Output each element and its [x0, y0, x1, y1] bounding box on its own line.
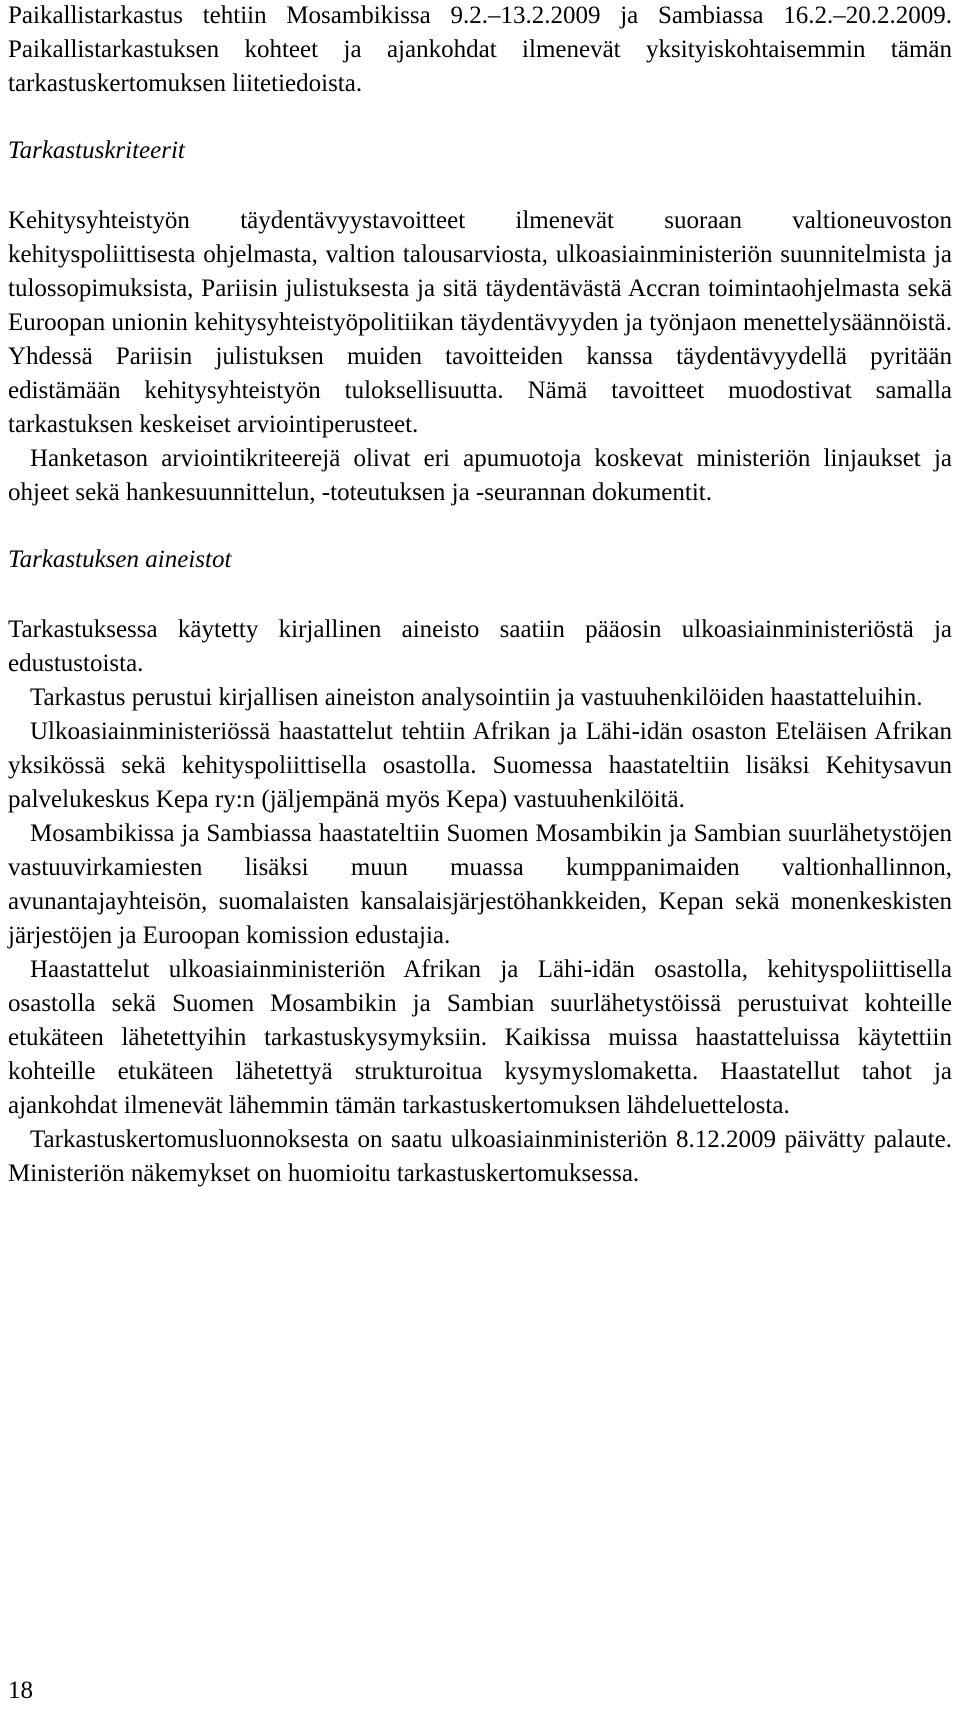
materials-paragraph-3: Ulkoasiainministeriössä haastattelut tehtiin Afrikan ja Lähi-idän osaston Eteläisen Afrikan yksikössä sekä kehityspoliittisella osastolla. Suomessa haastateltiin lisäksi Kehitysavun palvelukeskus Kepa ry:n (jäljempänä myös Kepa) vastuuhenkilöitä.	[8, 718, 952, 813]
document-page	[8, 0, 952, 1191]
section-heading-materials: Tarkastuksen aineistot	[8, 546, 232, 573]
intro-paragraph: Paikallistarkastus tehtiin Mosambikissa 9.2.–13.2.2009 ja Sambiassa 16.2.–20.2.2009. Paikallistarkastuksen kohteet ja ajankohdat ilmenevät yksityiskohtaisemmin tämän tarkastuskertomuksen liitetiedoista.	[8, 2, 952, 97]
materials-paragraph-6: Tarkastuskertomusluonnoksesta on saatu ulkoasiainministeriön 8.12.2009 päivätty palaute. Ministeriön näkemykset on huomioitu tarkastuskertomuksessa.	[8, 1126, 952, 1187]
materials-paragraph-4: Mosambikissa ja Sambiassa haastateltiin Suomen Mosambikin ja Sambian suurlähetystöjen vastuuvirkamiesten lisäksi muun muassa kumppanimaiden valtionhallinnon, avunantajayhteisön, suomalaisten kansalaisjärjestöhankkeiden, Kepan sekä monenkeskisten järjestöjen ja Euroopan komission edustajia.	[8, 820, 952, 949]
page-number: 18	[8, 1677, 33, 1704]
criteria-paragraph-2: Hanketason arviointikriteerejä olivat eri apumuotoja koskevat ministeriön linjaukset ja ohjeet sekä hankesuunnittelun, -toteutuksen ja -seurannan dokumentit.	[8, 445, 952, 506]
criteria-paragraph-1: Kehitysyhteistyön täydentävyystavoitteet ilmenevät suoraan valtioneuvoston kehityspoliittisesta ohjelmasta, valtion talousarviosta, ulkoasiainministeriön suunnitelmista ja tulossopimuksista, Pariisin julistuksesta ja sitä täydentävästä Accran toimintaohjelmasta sekä Euroopan unionin kehitysyhteistyöpolitiikan täydentävyyden ja työnjaon menettelysäännöistä. Yhdessä Pariisin julistuksen muiden tavoitteiden kanssa täydentävyydellä pyritään edistämään kehitysyhteistyön tuloksellisuutta. Nämä tavoitteet muodostivat samalla tarkastuksen keskeiset arviointiperusteet.	[8, 207, 952, 438]
section-heading-criteria: Tarkastuskriteerit	[8, 137, 185, 164]
materials-paragraph-2: Tarkastus perustui kirjallisen aineiston analysointiin ja vastuuhenkilöiden haastatteluihin.	[30, 684, 923, 711]
materials-paragraph-5: Haastattelut ulkoasiainministeriön Afrikan ja Lähi-idän osastolla, kehityspoliittisella osastolla sekä Suomen Mosambikin ja Sambian suurlähetystöissä perustuivat kohteille etukäteen lähetettyihin tarkastuskysymyksiin. Kaikissa muissa haastatteluissa käytettiin kohteille etukäteen lähetettyä strukturoitua kysymyslomaketta. Haastatellut tahot ja ajankohdat ilmenevät lähemmin tämän tarkastuskertomuksen lähdeluettelosta.	[8, 956, 952, 1119]
materials-paragraph-1: Tarkastuksessa käytetty kirjallinen aineisto saatiin pääosin ulkoasiainministeriöstä ja edustustoista.	[8, 616, 952, 677]
